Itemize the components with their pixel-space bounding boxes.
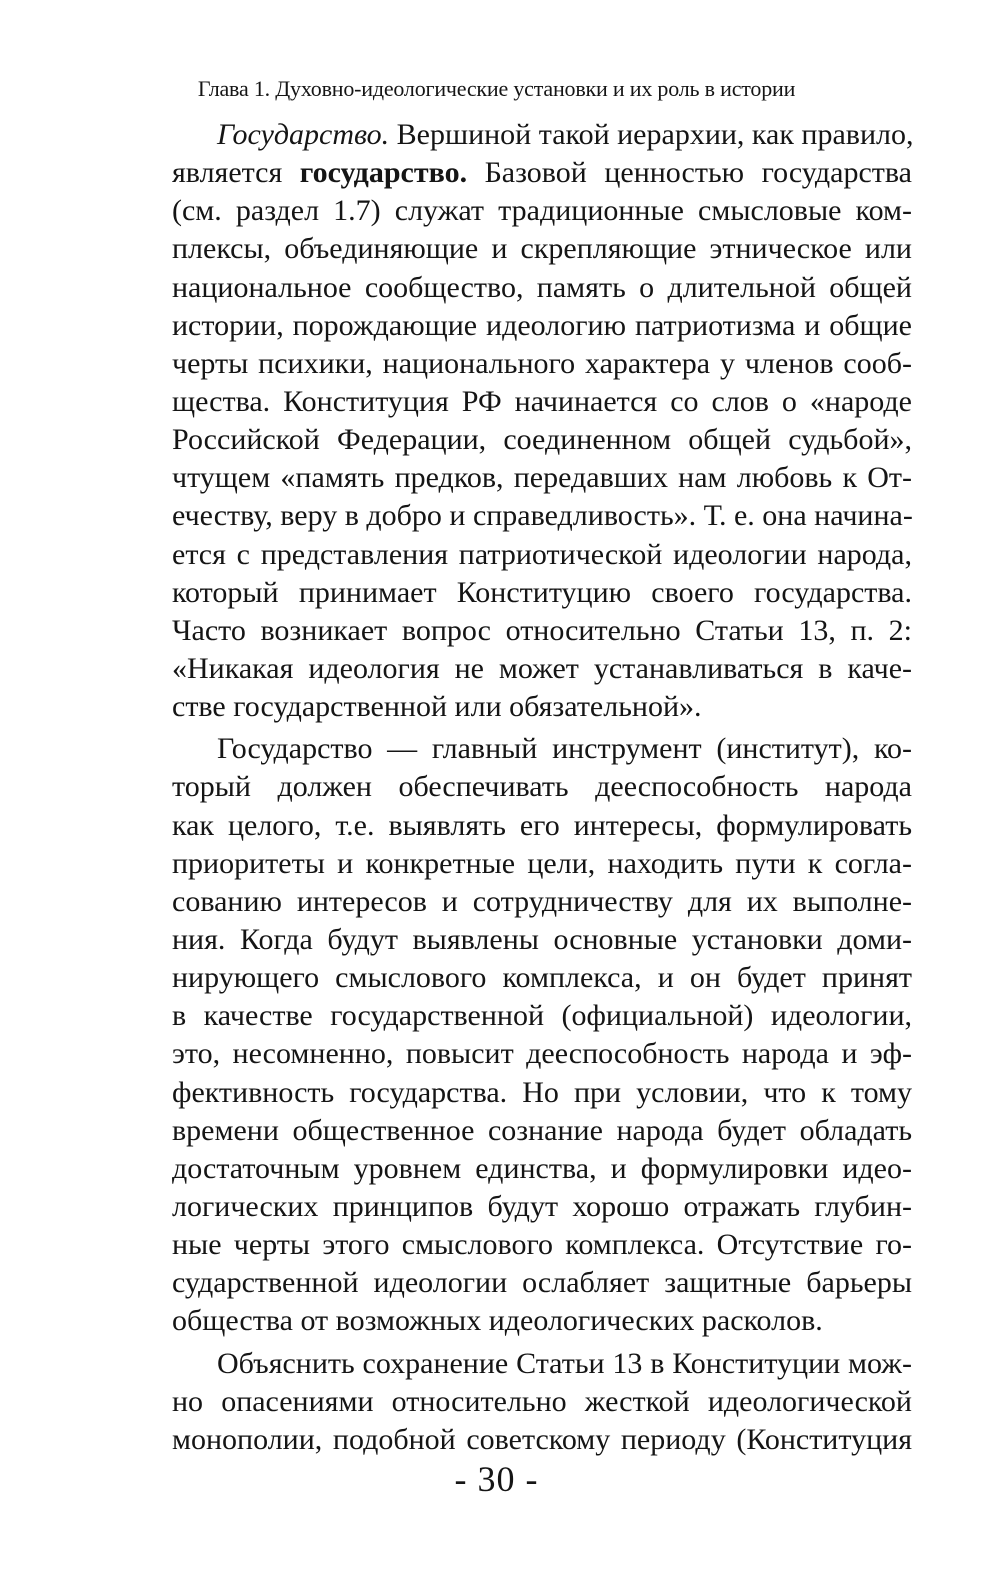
text-line: Объяснить сохранение Статьи 13 в Конституции мож-: [217, 1346, 912, 1380]
paragraph-state: [172, 116, 912, 726]
text-line: общества от возможных идеологических расколов.: [172, 1304, 823, 1338]
text-line: Российской Федерации, соединенном общей судьбой»,: [172, 423, 912, 457]
text-line: черты психики, национального характера у членов сооб-: [172, 346, 912, 380]
text-line: «Никакая идеология не может устанавливаться в каче-: [172, 651, 912, 685]
text-line: стве государственной или обязательной».: [172, 690, 702, 724]
running-header: Глава 1. Духовно-идеологические установки и их роль в истории: [197, 76, 796, 101]
text-line: это, несомненно, повысит дееспособность народа и эф-: [172, 1037, 912, 1071]
text-line: ния. Когда будут выявлены основные установки доми-: [172, 922, 912, 956]
text-line: сударственной идеологии ослабляет защитные барьеры: [172, 1266, 912, 1300]
italic-heading: Государство.: [217, 118, 390, 151]
text-line: фективность государства. Но при условии, что к тому: [172, 1075, 912, 1109]
text-line: в качестве государственной (официальной) идеологии,: [172, 999, 912, 1033]
text-line: ные черты этого смыслового комплекса. Отсутствие го-: [172, 1228, 912, 1262]
text-line: достаточным уровнем единства, и формулировки идео-: [172, 1151, 912, 1185]
text-line: является государство. Базовой ценностью государства: [172, 156, 912, 190]
text-line: нирующего смыслового комплекса, и он будет принят: [172, 961, 912, 995]
paragraph-state-instrument: [172, 730, 912, 1340]
text-line: как целого, т.е. выявлять его интересы, формулировать: [172, 808, 912, 842]
text-line: плексы, объединяющие и скрепляющие этническое или: [172, 232, 912, 266]
text-line: Часто возникает вопрос относительно Статьи 13, п. 2:: [172, 613, 912, 647]
text-line: щества. Конституция РФ начинается со слов о «народе: [172, 384, 912, 418]
text-line: чтущем «память предков, передавших нам любовь к От-: [172, 461, 912, 495]
text-line: ется с представления патриотической идеологии народа,: [172, 537, 912, 571]
text-line: торый должен обеспечивать дееспособность народа: [172, 770, 912, 804]
bold-term: государство.: [299, 156, 468, 190]
text-line: (см. раздел 1.7) служат традиционные смысловые ком-: [172, 194, 912, 228]
body-text: [172, 116, 912, 1459]
text-line: ечеству, веру в добро и справедливость». Т. е. она начина-: [172, 499, 913, 533]
page-number: - 30 -: [454, 1459, 539, 1499]
text-line: Государство. Вершиной такой иерархии, как правило,: [217, 118, 914, 151]
text-line: монополии, подобной советскому периоду (Конституция: [172, 1422, 912, 1456]
text-line: который принимает Конституцию своего государства.: [172, 575, 912, 609]
text-line: истории, порождающие идеологию патриотизма и общие: [172, 308, 912, 342]
text-line: времени общественное сознание народа будет обладать: [172, 1113, 912, 1147]
paragraph-article-13: [172, 1345, 912, 1459]
text-line: логических принципов будут хорошо отражать глубин-: [172, 1189, 912, 1223]
text-line: но опасениями относительно жесткой идеологической: [172, 1384, 912, 1418]
text-line: Государство — главный инструмент (институт), ко-: [217, 732, 912, 766]
text-line: сованию интересов и сотрудничеству для их выполне-: [172, 884, 912, 918]
text-line: национальное сообщество, память о длительной общей: [172, 270, 912, 304]
text-line: приоритеты и конкретные цели, находить пути к согла-: [172, 846, 912, 880]
